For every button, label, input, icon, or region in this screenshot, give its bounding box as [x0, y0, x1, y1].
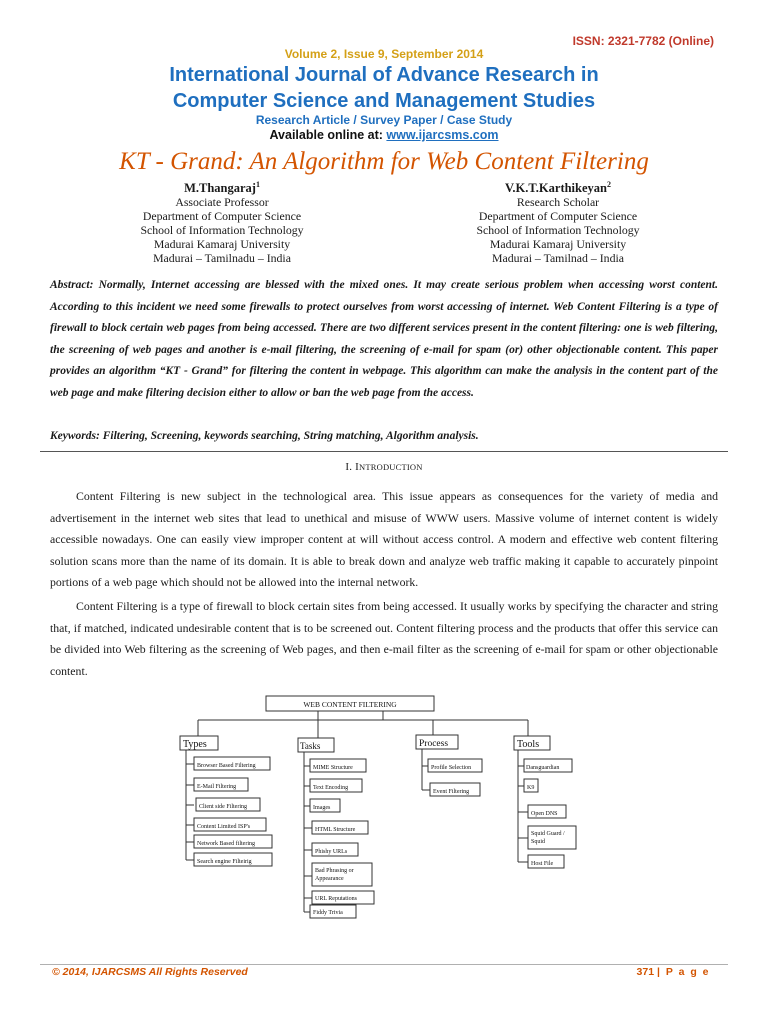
diagram-node: Phishy URLs	[315, 849, 348, 855]
author-university: Madurai Kamaraj University	[489, 237, 627, 252]
intro-paragraph-1: Content Filtering is new subject in the technological area. This issue appears as consequences for the variety of media and advertisement in the internet web sites that lead to unethical and misuse of WWW users. Massive volume of internet content is widely accessible nowadays. One can easily view improper content at will without access control. A modern and effective web content filtering solution scans more than the name of its domain. It is able to break down and analyze web traffic making it capable to accurately pinpoint portions of a web page which should not be allowed into the internal network.	[50, 489, 718, 590]
section-heading: I. INTRODUCTION	[345, 461, 423, 473]
diagram-node: K9	[527, 785, 535, 791]
diagram-category-types: Types	[183, 739, 207, 750]
author-title: Associate Professor	[175, 195, 269, 210]
journal-title-line2: Computer Science and Management Studies	[172, 90, 596, 112]
issn-online: (Online)	[668, 34, 714, 48]
author-title: Research Scholar	[516, 195, 600, 210]
paper-title: KT - Grand: An Algorithm for Web Content Filtering	[119, 148, 649, 175]
footer-copyright: © 2014, IJARCSMS All Rights Reserved	[52, 966, 248, 978]
author-name: M.Thangaraj$^1$	[184, 180, 260, 196]
available-online	[0, 128, 768, 142]
diagram-node: Text Encoding	[313, 785, 349, 791]
author-name: V.K.T.Karthikeyan$^2$	[505, 180, 611, 196]
volume-info: Volume 2, Issue 9, September 2014	[284, 47, 484, 61]
page-label: | P a g e	[656, 966, 710, 978]
diagram-node: URL Reputations	[315, 896, 357, 902]
author-block-2	[428, 178, 688, 265]
intro-paragraph-2: Content Filtering is a type of firewall to block certain sites from being accessed. It usually works by specifying the character and string that, if matched, indicated undesirable content that is to be screened out. Content filtering process and the products that offer this service can be divided into Web filtering as the screening of Web pages, and then e-mail filter as the screening of e-mail for spam or other objectionable content.	[50, 599, 718, 678]
diagram-node: Search engine Filteirig	[197, 859, 252, 865]
diagram-node: HTML Structure	[315, 827, 356, 833]
diagram-node: Browser Based Filtering	[197, 763, 256, 769]
issn-label	[573, 34, 714, 48]
diagram-node: Profile Selection	[431, 765, 472, 771]
keywords: Keywords: Filtering, Screening, keywords searching, String matching, Algorithm analysis.	[50, 430, 479, 442]
diagram-node: Dansguardian	[526, 765, 560, 771]
author-school: School of Information Technology	[476, 223, 640, 238]
diagram-category-tools: Tools	[517, 739, 540, 750]
journal-title	[0, 62, 768, 114]
diagram-node: Images	[313, 805, 331, 811]
section-divider	[40, 451, 728, 452]
diagram-node: MIME Structure	[313, 765, 353, 771]
diagram-node: Client side Filtering	[199, 804, 247, 810]
journal-title-line1: International Journal of Advance Research in	[169, 64, 599, 86]
author-school: School of Information Technology	[140, 223, 304, 238]
author-university: Madurai Kamaraj University	[153, 237, 291, 252]
author-department: Department of Computer Science	[142, 209, 302, 224]
diagram-node: E-Mail Filtering	[197, 784, 237, 790]
abstract: Abstract: Normally, Internet accessing are blessed with the mixed ones. It may create serious problem when accessing worst content. According to this incident we need some firewalls to protect ourselves from worst accessing of internet. Web Content Filtering is a type of firewall to block certain web pages from being accessed. There are two different services present in the content filtering: one is web filtering, the screening of web pages and another is e-mail filtering, the screening of e-mail for spam (or) other objectionable content. This paper provides an algorithm “KT - Grand” for filtering the content in webpage. This algorithm can make the analysis in the content part of the web page and make filtering decision either to allow or ban the web page from the access.	[50, 279, 718, 399]
diagram-node: Bad Phrasing or Appearance	[315, 868, 354, 882]
footer-divider	[40, 964, 728, 965]
issn-number: ISSN: 2321-7782	[572, 34, 666, 48]
article-types: Research Article / Survey Paper / Case Study	[255, 113, 513, 127]
author-block-1	[92, 178, 352, 265]
footer-page	[637, 966, 710, 978]
journal-website-link[interactable]: www.ijarcsms.com	[386, 128, 499, 142]
author-location: Madurai – Tamilnad – India	[492, 251, 624, 266]
available-label: Available online at:	[269, 128, 383, 142]
web-content-filtering-diagram	[178, 690, 590, 922]
diagram-node: Open DNS	[531, 811, 558, 817]
diagram-node: Content Limited ISP's	[197, 824, 251, 830]
diagram-node: Fiddy Trivia	[313, 910, 343, 916]
diagram-root-label: WEB CONTENT FILTERING	[303, 700, 397, 709]
diagram-node: Event Filtering	[433, 789, 470, 795]
diagram-category-process: Process	[419, 739, 449, 749]
page-number: 371	[636, 966, 655, 978]
diagram-category-tasks: Tasks	[300, 741, 321, 751]
author-department: Department of Computer Science	[478, 209, 638, 224]
author-location: Madurai – Tamilnadu – India	[153, 251, 291, 266]
diagram-node: Host File	[531, 861, 554, 867]
diagram-node: Network Based filtering	[197, 841, 255, 847]
diagram-node: Squid Guard / Squid	[531, 831, 565, 845]
